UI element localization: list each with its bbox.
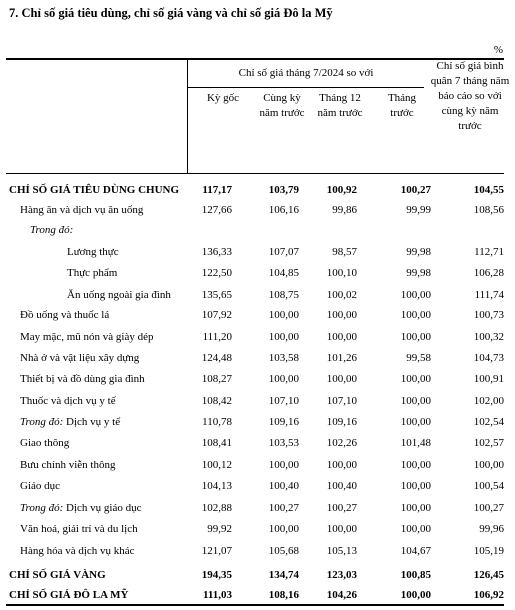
cell-col-5: 100,54 — [473, 480, 504, 492]
table-row — [0, 391, 515, 411]
cell-col-4: 99,98 — [406, 267, 431, 279]
row-prefix: Trong đó: — [20, 502, 64, 514]
cell-col-4: 100,00 — [400, 459, 431, 471]
cell-col-2: 100,27 — [268, 502, 299, 514]
cell-col-1: 100,12 — [201, 459, 232, 471]
cell-col-4: 100,27 — [400, 184, 431, 196]
cell-col-1: 117,17 — [202, 184, 232, 196]
table-row — [0, 476, 515, 496]
header-col-previous-month: Tháng trước — [387, 92, 417, 119]
cell-col-4: 100,00 — [400, 395, 431, 407]
row-label — [9, 585, 129, 605]
row-label — [67, 263, 117, 283]
cell-col-4: 100,00 — [400, 523, 431, 535]
cell-col-4: 100,00 — [400, 289, 431, 301]
cell-col-4: 104,67 — [400, 545, 431, 557]
cell-col-1: 111,03 — [202, 589, 232, 601]
row-label-text: Hàng hóa và dịch vụ khác — [20, 545, 135, 557]
cell-col-5: 100,73 — [473, 309, 504, 321]
header-col-december: Tháng 12 năm trước — [317, 92, 363, 119]
cell-col-4: 100,00 — [400, 373, 431, 385]
cell-col-5: 100,32 — [473, 331, 504, 343]
cell-col-2: 107,07 — [268, 246, 299, 258]
header-group: Chỉ số giá tháng 7/2024 so với — [238, 67, 374, 79]
cell-col-3: 100,27 — [326, 502, 357, 514]
table-row — [0, 412, 515, 432]
row-label-text: Thuốc và dịch vụ y tế — [20, 395, 116, 407]
cell-col-4: 100,00 — [400, 309, 431, 321]
cell-col-3: 101,26 — [326, 352, 357, 364]
cell-col-2: 134,74 — [268, 569, 299, 581]
row-label — [20, 541, 135, 561]
cell-col-1: 124,48 — [201, 352, 232, 364]
table-row — [0, 285, 515, 305]
cell-col-5: 108,56 — [473, 204, 504, 216]
row-label — [20, 327, 154, 347]
cell-col-3: 100,02 — [326, 289, 357, 301]
cell-col-3: 100,00 — [326, 459, 357, 471]
row-prefix: Trong đó: — [30, 224, 74, 236]
cell-col-4: 99,99 — [406, 204, 431, 216]
row-label — [67, 242, 119, 262]
cell-col-2: 107,10 — [268, 395, 299, 407]
cell-col-2: 106,16 — [268, 204, 299, 216]
table-row — [0, 220, 515, 240]
table-row — [0, 585, 515, 605]
cell-col-3: 100,92 — [326, 184, 357, 196]
cell-col-5: 106,92 — [473, 589, 504, 601]
cell-col-1: 194,35 — [201, 569, 232, 581]
header-col-same-period: Cùng kỳ năm trước — [259, 92, 305, 119]
cell-col-4: 100,00 — [400, 589, 431, 601]
cell-col-5: 99,96 — [479, 523, 504, 535]
cell-col-1: 108,41 — [201, 437, 232, 449]
cell-col-3: 109,16 — [326, 416, 357, 428]
cell-col-4: 100,00 — [400, 480, 431, 492]
cell-col-4: 100,00 — [400, 331, 431, 343]
cell-col-3: 123,03 — [326, 569, 357, 581]
table-row — [0, 369, 515, 389]
cell-col-2: 105,68 — [268, 545, 299, 557]
cell-col-2: 104,85 — [268, 267, 299, 279]
cell-col-2: 103,79 — [268, 184, 299, 196]
cell-col-4: 99,98 — [406, 246, 431, 258]
row-label-text: Thực phẩm — [67, 267, 118, 279]
cell-col-3: 107,10 — [326, 395, 357, 407]
row-label-text: Nhà ở và vật liệu xây dựng — [20, 352, 140, 364]
cell-col-1: 99,92 — [207, 523, 232, 535]
row-label-text: CHỈ SỐ GIÁ VÀNG — [9, 569, 106, 581]
cell-col-2: 109,16 — [268, 416, 299, 428]
row-label — [20, 369, 145, 389]
cell-col-1: 102,88 — [201, 502, 232, 514]
header-rule — [6, 173, 504, 174]
cell-col-1: 127,66 — [201, 204, 232, 216]
cell-col-5: 102,54 — [473, 416, 504, 428]
cell-col-2: 100,40 — [268, 480, 299, 492]
row-label — [20, 498, 142, 518]
cell-col-3: 100,00 — [326, 373, 357, 385]
row-label-text: Giao thông — [20, 437, 70, 449]
cell-col-1: 136,33 — [201, 246, 232, 258]
row-label-text: Hàng ăn và dịch vụ ăn uống — [20, 204, 144, 216]
row-label — [20, 476, 60, 496]
cell-col-1: 121,07 — [201, 545, 232, 557]
row-label — [20, 348, 139, 368]
cell-col-2: 103,58 — [268, 352, 299, 364]
cell-col-3: 102,26 — [326, 437, 357, 449]
table-row — [0, 180, 515, 200]
cell-col-1: 110,78 — [202, 416, 232, 428]
table-row — [0, 305, 515, 325]
cell-col-4: 99,58 — [406, 352, 431, 364]
cell-col-1: 108,27 — [201, 373, 232, 385]
cell-col-5: 102,00 — [473, 395, 504, 407]
header-col-base-period: Kỳ gốc — [206, 92, 240, 104]
row-label-text: Bưu chính viễn thông — [20, 459, 116, 471]
group-underline — [187, 87, 424, 88]
row-label-text: Dịch vụ y tế — [66, 416, 121, 428]
cell-col-2: 100,00 — [268, 523, 299, 535]
cell-col-2: 100,00 — [268, 331, 299, 343]
cell-col-5: 111,74 — [474, 289, 504, 301]
row-label — [9, 565, 106, 585]
cell-col-3: 99,86 — [332, 204, 357, 216]
row-label-text: Lương thực — [67, 246, 119, 258]
cell-col-3: 104,26 — [326, 589, 357, 601]
cell-col-5: 112,71 — [474, 246, 504, 258]
row-label-text: Giáo dục — [20, 480, 61, 492]
cell-col-5: 105,19 — [473, 545, 504, 557]
table-row — [0, 455, 515, 475]
table-row — [0, 498, 515, 518]
row-label — [67, 285, 171, 305]
cell-col-1: 107,92 — [201, 309, 232, 321]
cell-col-5: 100,00 — [473, 459, 504, 471]
row-label — [20, 391, 116, 411]
cell-col-4: 100,85 — [400, 569, 431, 581]
row-label-text: Ăn uống ngoài gia đình — [67, 289, 171, 301]
cell-col-2: 108,16 — [268, 589, 299, 601]
cell-col-3: 100,00 — [326, 331, 357, 343]
table-row — [0, 541, 515, 561]
row-label-text: Đồ uống và thuốc lá — [20, 309, 110, 321]
cell-col-5: 104,55 — [473, 184, 504, 196]
header-col-average: Chỉ số giá bình quân 7 tháng năm báo cáo so với cùng kỳ năm trước — [430, 60, 510, 132]
row-label-text: Dịch vụ giáo dục — [66, 502, 142, 514]
cell-col-4: 100,00 — [400, 416, 431, 428]
unit-label: % — [493, 44, 503, 56]
cell-col-1: 122,50 — [201, 267, 232, 279]
cell-col-2: 100,00 — [268, 373, 299, 385]
cell-col-5: 126,45 — [473, 569, 504, 581]
cell-col-3: 105,13 — [326, 545, 357, 557]
row-label — [20, 455, 115, 475]
table-row — [0, 519, 515, 539]
row-label — [30, 220, 73, 240]
cell-col-5: 106,28 — [473, 267, 504, 279]
cell-col-2: 103,53 — [268, 437, 299, 449]
cell-col-3: 100,10 — [326, 267, 357, 279]
cell-col-3: 100,00 — [326, 309, 357, 321]
table-row — [0, 348, 515, 368]
table-row — [0, 200, 515, 220]
row-label-text: CHỈ SỐ GIÁ TIÊU DÙNG CHUNG — [9, 184, 180, 196]
cell-col-3: 98,57 — [332, 246, 357, 258]
row-label-text: Thiết bị và đồ dùng gia đình — [20, 373, 145, 385]
table-title: 7. Chỉ số giá tiêu dùng, chỉ số giá vàng và chỉ số giá Đô la Mỹ — [9, 6, 333, 20]
table-row — [0, 263, 515, 283]
row-label — [20, 200, 143, 220]
cell-col-1: 108,42 — [201, 395, 232, 407]
table-row — [0, 327, 515, 347]
cell-col-5: 100,27 — [473, 502, 504, 514]
row-label — [20, 412, 120, 432]
row-label — [20, 433, 69, 453]
row-prefix: Trong đó: — [20, 416, 64, 428]
cell-col-2: 100,00 — [268, 309, 299, 321]
row-label-text: Văn hoá, giải trí và du lịch — [20, 523, 138, 535]
table-row — [0, 565, 515, 585]
cell-col-4: 100,00 — [400, 502, 431, 514]
row-label — [20, 305, 109, 325]
cell-col-1: 111,20 — [202, 331, 232, 343]
cell-col-1: 104,13 — [201, 480, 232, 492]
row-label — [20, 519, 138, 539]
cell-col-2: 108,75 — [268, 289, 299, 301]
row-label — [9, 180, 179, 200]
cell-col-3: 100,40 — [326, 480, 357, 492]
row-label-text: CHỈ SỐ GIÁ ĐÔ LA MỸ — [9, 589, 129, 601]
table-row — [0, 242, 515, 262]
row-label-text: May mặc, mũ nón và giày dép — [20, 331, 154, 343]
cell-col-4: 101,48 — [400, 437, 431, 449]
cell-col-1: 135,65 — [201, 289, 232, 301]
cell-col-2: 100,00 — [268, 459, 299, 471]
cell-col-5: 104,73 — [473, 352, 504, 364]
table-row — [0, 433, 515, 453]
cell-col-5: 100,91 — [473, 373, 504, 385]
cell-col-3: 100,00 — [326, 523, 357, 535]
cell-col-5: 102,57 — [473, 437, 504, 449]
